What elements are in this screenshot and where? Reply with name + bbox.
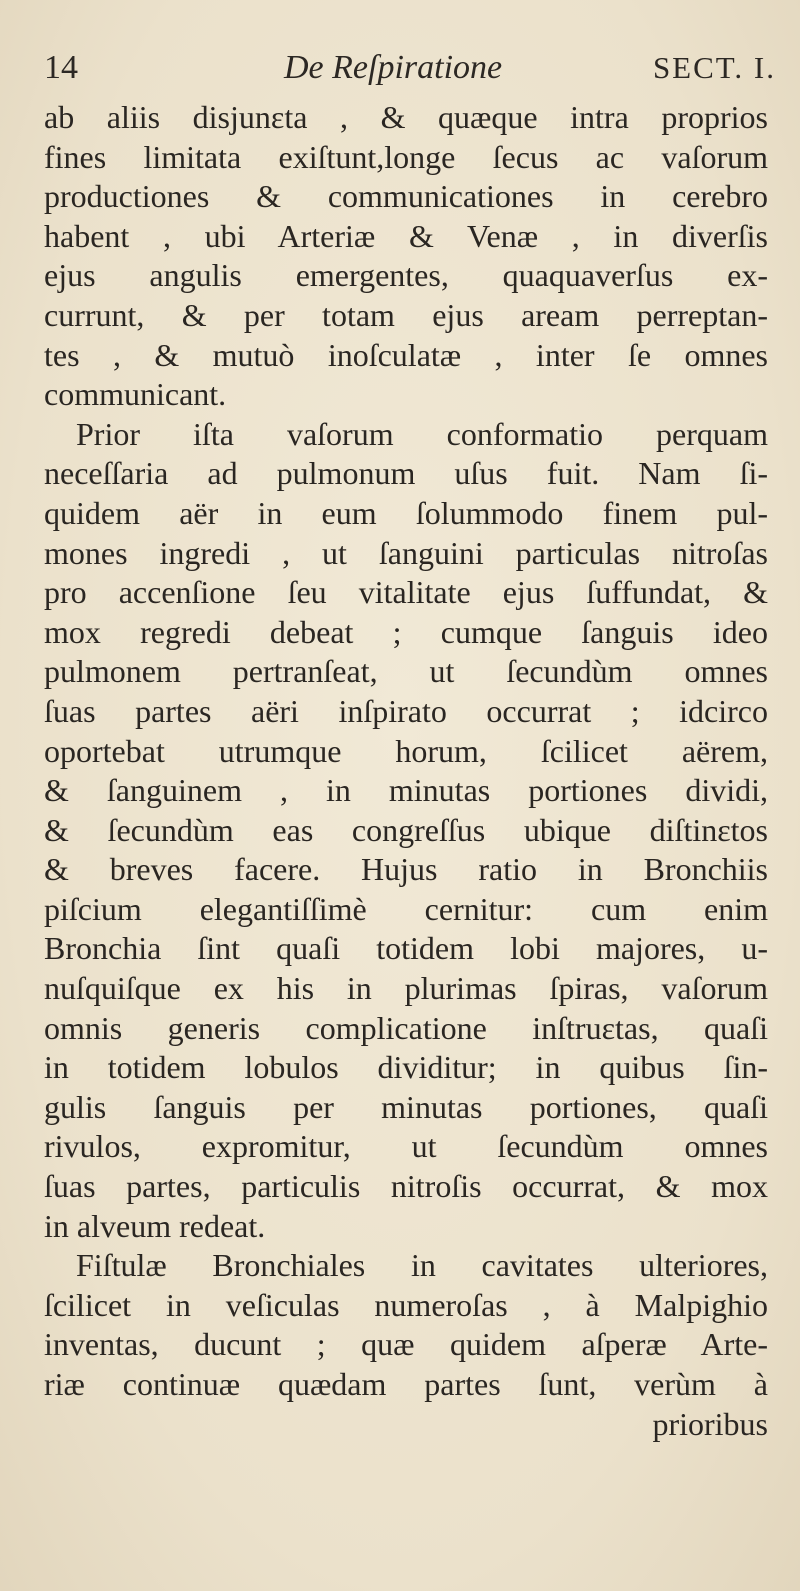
page-header — [44, 44, 776, 92]
text-line: communicant. — [44, 376, 227, 413]
text-line: gulis ſanguis per minutas portiones, quaſi — [44, 1088, 768, 1125]
page-number: 14 — [44, 49, 78, 86]
text-line: productiones & communicationes in cerebro — [44, 178, 768, 215]
text-line: mones ingredi , ut ſanguini particulas nitroſas — [44, 534, 768, 571]
text-line: & breves facere. Hujus ratio in Bronchiis — [44, 851, 768, 888]
text-line: omnis generis complicatione inſtruɛtas, quaſi — [44, 1009, 768, 1046]
running-title: De Reſpiratione — [284, 49, 503, 86]
text-line: oportebat utrumque horum, ſcilicet aërem, — [44, 732, 768, 769]
text-line: habent , ubi Arteriæ & Venæ , in diverſis — [44, 217, 768, 254]
text-line: inventas, ducunt ; quæ quidem aſperæ Arte- — [44, 1326, 768, 1363]
text-line: ab aliis disjunɛta , & quæque intra proprios — [44, 99, 768, 135]
text-line: tes , & mutuò inoſculatæ , inter ſe omnes — [44, 336, 768, 373]
text-line: currunt, & per totam ejus aream perreptan- — [44, 296, 768, 333]
text-line: rivulos, expromitur, ut ſecundùm omnes — [44, 1128, 768, 1165]
text-line: fines limitata exiſtunt,longe ſecus ac vaſorum — [44, 138, 768, 175]
text-line: nuſquiſque ex his in plurimas ſpiras, vaſorum — [44, 970, 768, 1007]
section-label: SECT. I. — [652, 50, 776, 85]
catchword: prioribus — [652, 1405, 768, 1442]
text-line: ejus angulis emergentes, quaquaverſus ex- — [44, 257, 768, 294]
text-line: neceſſaria ad pulmonum uſus fuit. Nam ſi- — [44, 455, 768, 492]
text-line: ſuas partes, particulis nitroſis occurrat, & mox — [44, 1168, 768, 1205]
text-line: mox regredi debeat ; cumque ſanguis ideo — [44, 613, 768, 650]
text-line: quidem aër in eum ſolummodo finem pul- — [44, 494, 768, 531]
body-text — [44, 98, 768, 1444]
text-line: Bronchia ſint quaſi totidem lobi majores, u- — [44, 930, 768, 967]
text-line: Fiſtulæ Bronchiales in cavitates ulteriores, — [76, 1247, 768, 1284]
text-line: pulmonem pertranſeat, ut ſecundùm omnes — [44, 653, 768, 690]
text-line: in alveum redeat. — [44, 1207, 266, 1244]
text-line: ſuas partes aëri inſpirato occurrat ; idcirco — [44, 692, 768, 729]
text-line: in totidem lobulos dividitur; in quibus ſin- — [44, 1049, 768, 1086]
text-line: piſcium elegantiſſimè cernitur: cum enim — [44, 890, 768, 927]
text-line: riæ continuæ quædam partes ſunt, verùm à — [44, 1366, 768, 1402]
text-line: & ſecundùm eas congreſſus ubique diſtinɛtos — [44, 811, 768, 848]
text-line: pro accenſione ſeu vitalitate ejus ſuffundat, & — [44, 574, 768, 611]
text-line: ſcilicet in veſiculas numeroſas , à Malpighio — [44, 1286, 768, 1323]
text-line: Prior iſta vaſorum conformatio perquam — [76, 415, 768, 452]
text-line: & ſanguinem , in minutas portiones dividi, — [44, 772, 768, 809]
